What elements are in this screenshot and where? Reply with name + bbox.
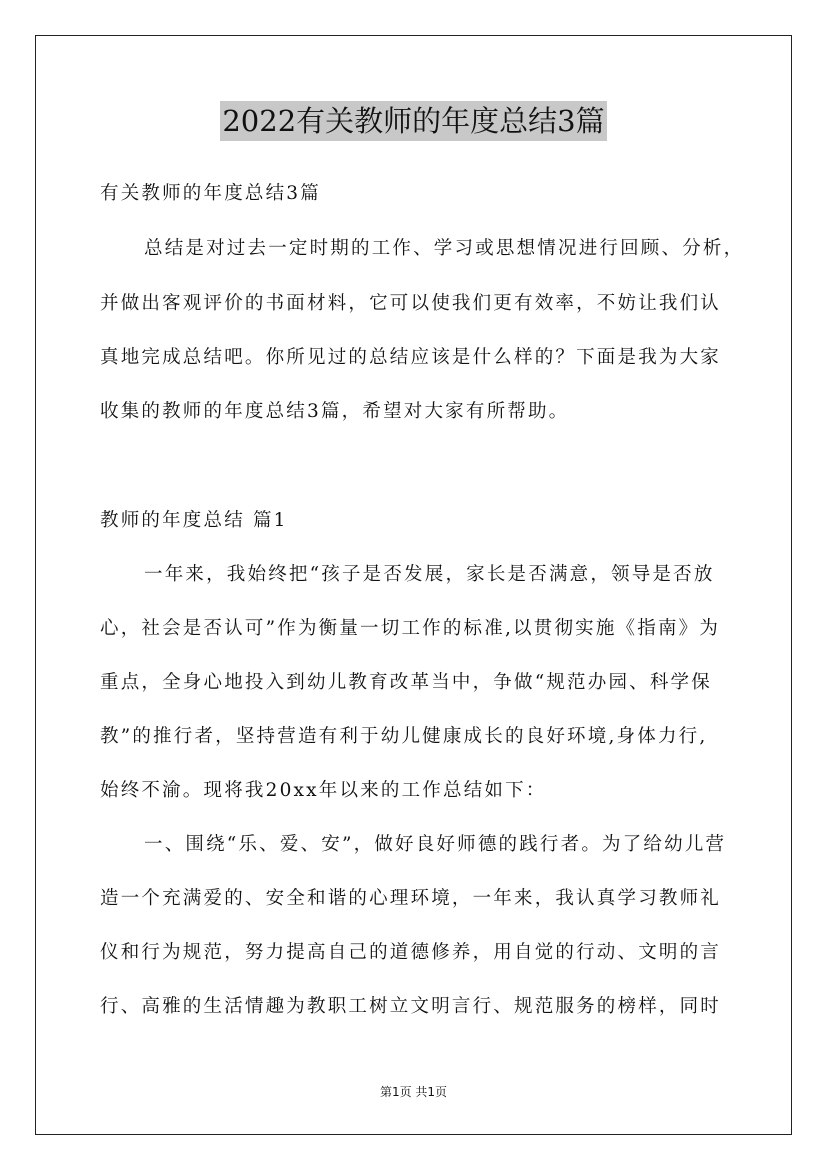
section1-para2-line-1: 一、围绕“乐、爱、安”，做好良好师德的践行者。为了给幼儿营 [144, 834, 727, 855]
section1-para2-line-3: 仪和行为规范，努力提高自己的道德修养，用自觉的行动、文明的言 [100, 942, 722, 963]
document-subtitle: 有关教师的年度总结3篇 [100, 183, 321, 204]
intro-line-4: 收集的教师的年度总结3篇，希望对大家有所帮助。 [100, 401, 570, 422]
page-footer: 第1页 共1页 [379, 1085, 448, 1099]
document-title: 2022有关教师的年度总结3篇 [220, 101, 606, 141]
section1-para1-line-4: 教”的推行者，坚持营造有利于幼儿健康成长的良好环境,身体力行, [100, 726, 708, 747]
intro-line-1: 总结是对过去一定时期的工作、学习或思想情况进行回顾、分析， [144, 238, 745, 259]
section1-para1-line-1: 一年来，我始终把“孩子是否发展，家长是否满意，领导是否放 [144, 564, 715, 585]
section1-para2-line-4: 行、高雅的生活情趣为教职工树立文明言行、规范服务的榜样，同时 [100, 996, 722, 1017]
section1-para1-line-5: 始终不渝。现将我20xx年以来的工作总结如下： [100, 780, 547, 801]
section1-heading: 教师的年度总结 篇1 [100, 510, 288, 531]
section1-para1-line-3: 重点，全身心地投入到幼儿教育改革当中，争做“规范办园、科学保 [100, 672, 712, 693]
intro-line-3: 真地完成总结吧。你所见过的总结应该是什么样的？下面是我为大家 [100, 347, 722, 368]
title-container [0, 101, 827, 141]
intro-line-2: 并做出客观评价的书面材料，它可以使我们更有效率，不妨让我们认 [100, 293, 722, 314]
section1-para2-line-2: 造一个充满爱的、安全和谐的心理环境，一年来，我认真学习教师礼 [100, 888, 722, 909]
section1-para1-line-2: 心，社会是否认可”作为衡量一切工作的标准,以贯彻实施《指南》为 [100, 618, 721, 639]
